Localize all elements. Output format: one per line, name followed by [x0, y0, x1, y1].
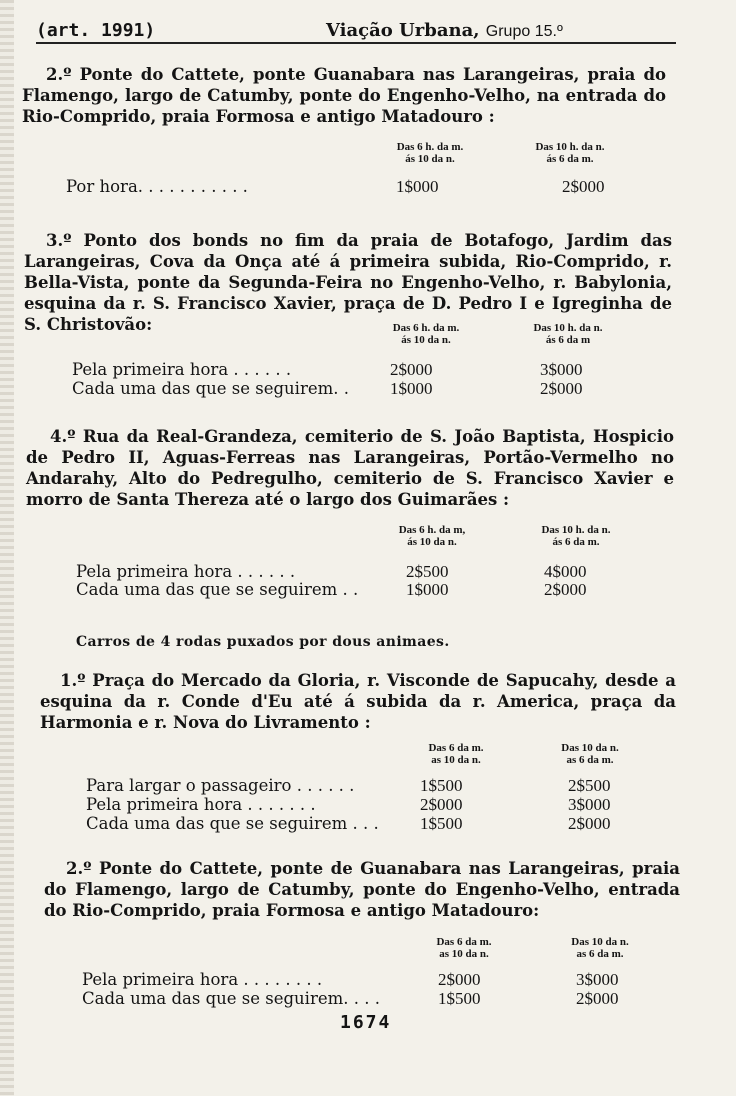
carros-1-col2-header [530, 742, 650, 766]
row-label: Cada uma das que se seguirem. . [72, 379, 349, 398]
section-2-col1-header [370, 141, 490, 165]
article-number: (art. 1991) [36, 20, 156, 41]
row-label: Pela primeira hora . . . . . . [76, 562, 296, 581]
col-header-line: Das 10 h. da n. [541, 524, 611, 536]
col-header-line: as 10 da n. [431, 754, 481, 766]
col-header-line: Das 6 h. da m. [396, 141, 464, 153]
row-label: Pela primeira hora . . . . . . . [86, 795, 316, 814]
header-title-text: Viação Urbana, [326, 20, 480, 41]
section-number: 2.º [46, 65, 72, 84]
row-value-day: 2$500 [406, 562, 449, 581]
row-value-day: 1$500 [420, 776, 463, 795]
row-value-day: 1$500 [420, 814, 463, 833]
col-header-line: Das 10 h. da n. [533, 322, 603, 334]
section-text: Ponto dos bonds no fim da praia de Botafogo, Jardim das Larangeiras, Cova da Onça até á primeira subida, Rio-Comprido, r. Bella-Vista, ponte da Segunda-Feira no Engenho-Velho, r. Babylonia, esquina da r. S. Francisco Xavier, praça de D. Pedro I e Igreginha de S. Christovão: [24, 231, 673, 334]
section-4-paragraph [26, 426, 674, 510]
row-label: Cada uma das que se seguirem. . . . [82, 989, 380, 1008]
col-header-line: Das 6 da m. [436, 936, 492, 948]
col-header-line: Das 10 h. da n. [535, 141, 605, 153]
col-header-line: ás 6 da m. [552, 536, 600, 548]
row-value-day: 2$000 [420, 795, 463, 814]
carros-section-title: Carros de 4 rodas puxados por dous animaes. [76, 634, 450, 650]
section-2-paragraph [22, 64, 666, 127]
row-value-night: 3$000 [576, 970, 619, 989]
header-title [326, 20, 563, 41]
section-number: 4.º [50, 427, 76, 446]
row-value-night: 2$000 [576, 989, 619, 1008]
section-text: Ponte do Cattete, ponte de Guanabara nas Larangeiras, praia do Flamengo, largo de Catumby, ponte do Engenho-Velho, entrada do Rio-Comprido, praia Formosa e antigo Matadouro: [44, 859, 680, 920]
header-rule [36, 42, 676, 44]
col-header-line: ás 6 da m [545, 334, 591, 346]
col-header-line: Das 6 h. da m, [398, 524, 466, 536]
col-header-line: ás 6 da m. [546, 153, 594, 165]
section-text: Rua da Real-Grandeza, cemiterio de S. João Baptista, Hospicio de Pedro II, Aguas-Ferreas nas Larangeiras, Portão-Vermelho no Andarahy, Alto do Pedregulho, cemiterio de S. Francisco Xavier e morro de Santa Thereza até o largo dos Guimarães : [26, 427, 674, 509]
col-header-line: ás 10 da n. [405, 153, 455, 165]
page-edge-shadow [0, 0, 14, 1096]
section-text: Ponte do Cattete, ponte Guanabara nas Larangeiras, praia do Flamengo, largo de Catumby, ponte do Engenho-Velho, na entrada do Rio-Comprido, praia Formosa e antigo Matadouro : [22, 65, 666, 126]
section-3-col1-header [366, 322, 486, 346]
row-label: Pela primeira hora . . . . . . [72, 360, 292, 379]
page-header [36, 20, 676, 44]
row-value-day: 2$000 [390, 360, 433, 379]
row-label: Por hora. . . . . . . . . . . [66, 177, 248, 196]
page-number: 1674 [340, 1012, 392, 1033]
col-header-line: Das 10 da n. [561, 742, 619, 754]
col-header-line: as 6 da m. [566, 754, 614, 766]
row-value-day: 2$000 [438, 970, 481, 989]
carros-1-paragraph [40, 670, 676, 733]
col-header-line: as 10 da n. [439, 948, 489, 960]
section-4-col1-header [372, 524, 492, 548]
row-value-day: 1$000 [396, 177, 439, 196]
row-label: Pela primeira hora . . . . . . . . [82, 970, 323, 989]
col-header-line: Das 10 da n. [571, 936, 629, 948]
carros-2-col1-header [404, 936, 524, 960]
row-value-night: 2$000 [540, 379, 583, 398]
row-value-night: 3$000 [540, 360, 583, 379]
carros-1-col1-header [396, 742, 516, 766]
section-3-paragraph [24, 230, 672, 335]
row-value-night: 2$000 [544, 580, 587, 599]
header-group: Grupo 15.º [485, 23, 563, 40]
section-number: 3.º [46, 231, 72, 250]
row-label: Cada uma das que se seguirem . . . [86, 814, 379, 833]
row-value-night: 2$000 [568, 814, 611, 833]
col-header-line: Das 6 h. da m. [392, 322, 460, 334]
carros-2-paragraph [44, 858, 680, 921]
col-header-line: ás 10 da n. [401, 334, 451, 346]
section-4-col2-header [516, 524, 636, 548]
row-value-day: 1$000 [390, 379, 433, 398]
col-header-line: ás 10 da n. [407, 536, 457, 548]
section-number: 1.º [60, 671, 86, 690]
section-text: Praça do Mercado da Gloria, r. Visconde de Sapucahy, desde a esquina da r. Conde d'Eu até á subida da r. America, praça da Harmonia e r. Nova do Livramento : [40, 671, 676, 732]
row-value-day: 1$500 [438, 989, 481, 1008]
row-value-night: 2$500 [568, 776, 611, 795]
row-value-night: 3$000 [568, 795, 611, 814]
row-label: Cada uma das que se seguirem . . [76, 580, 359, 599]
row-value-night: 2$000 [562, 177, 605, 196]
section-3-col2-header [508, 322, 628, 346]
row-value-day: 1$000 [406, 580, 449, 599]
row-label: Para largar o passageiro . . . . . . [86, 776, 355, 795]
section-number: 2.º [66, 859, 92, 878]
col-header-line: as 6 da m. [576, 948, 624, 960]
carros-2-col2-header [540, 936, 660, 960]
row-value-night: 4$000 [544, 562, 587, 581]
col-header-line: Das 6 da m. [428, 742, 484, 754]
section-2-col2-header [510, 141, 630, 165]
